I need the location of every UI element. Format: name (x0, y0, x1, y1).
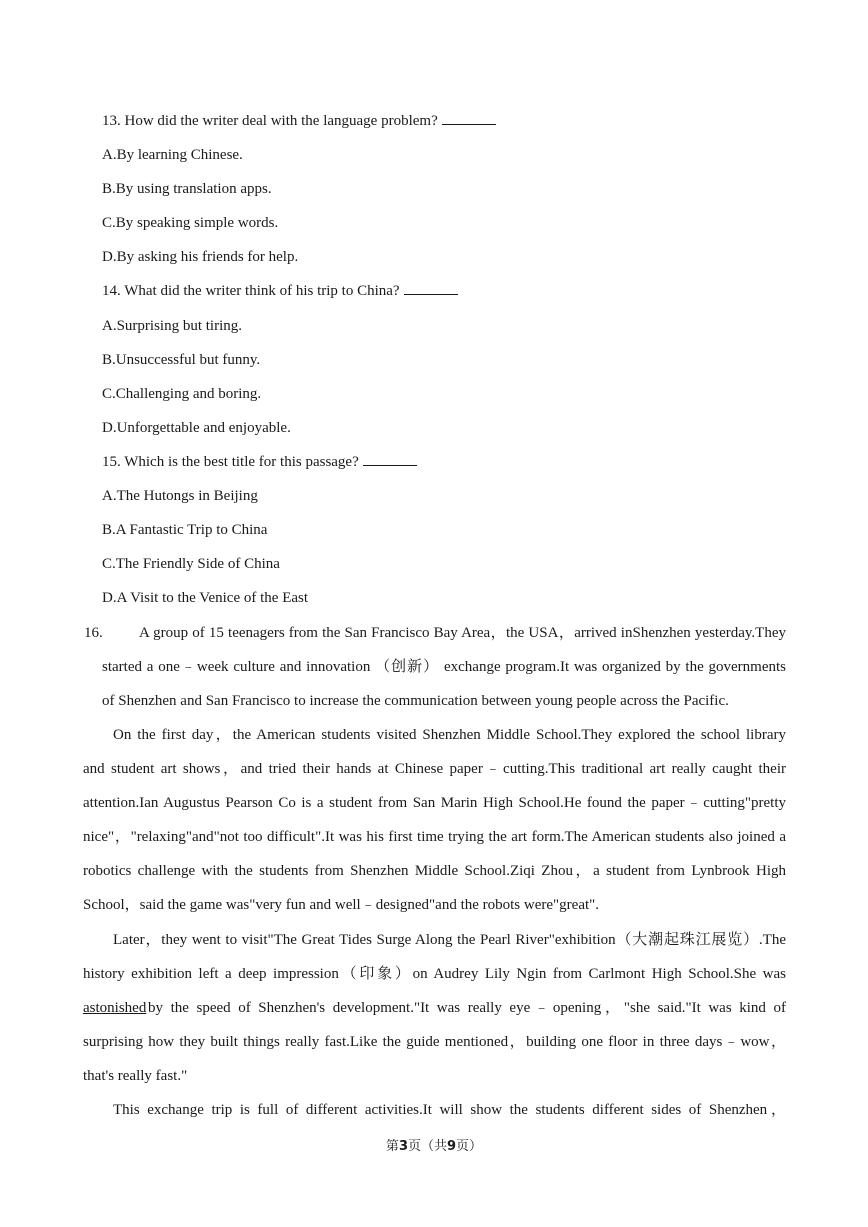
answer-blank (363, 453, 417, 466)
passage-line: School，said the game was"very fun and well﹣designed"and the robots were"great". (83, 897, 600, 913)
question-15-stem: 15. Which is the best title for this passage? (102, 453, 417, 471)
question-13-option-c: C.By speaking simple words. (102, 215, 279, 231)
footer-page-number: 3 (398, 1139, 408, 1154)
question-15-option-c: C.The Friendly Side of China (102, 556, 280, 572)
passage-line: On the first day，the American students visited Shenzhen Middle School.They explored the school library (113, 727, 786, 743)
footer-total-pages: 9 (447, 1139, 457, 1154)
question-14-stem: 14. What did the writer think of his trip to China? (102, 282, 458, 300)
passage-line: This exchange trip is full of different activities.It will show the students different sides of Shenzhen， (113, 1102, 786, 1118)
passage-16-number: 16. (84, 625, 103, 641)
passage-line: nice"，"relaxing"and"not too difficult".It was his first time trying the art form.The American students also joined a (83, 829, 786, 845)
question-14-option-a: A.Surprising but tiring. (102, 318, 243, 334)
passage-line: that's really fast." (83, 1068, 188, 1084)
passage-line: Later，they went to visit"The Great Tides Surge Along the Pearl River"exhibition（大潮起珠江展览）.The (113, 932, 786, 948)
passage-line: A group of 15 teenagers from the San Francisco Bay Area，the USA，arrived inShenzhen yesterday.They (139, 625, 786, 641)
question-14-option-d: D.Unforgettable and enjoyable. (102, 420, 291, 436)
passage-line: started a one﹣week culture and innovation （创新） exchange program.It was organized by the governments (102, 659, 786, 675)
passage-line: history exhibition left a deep impression（印象）on Audrey Lily Ngin from Carlmont High School.She was (83, 966, 786, 982)
question-13-option-a: A.By learning Chinese. (102, 147, 243, 163)
question-14-option-c: C.Challenging and boring. (102, 386, 262, 402)
answer-blank (442, 112, 496, 125)
question-13-stem: 13. How did the writer deal with the language problem? (102, 112, 496, 130)
answer-blank (404, 282, 458, 295)
footer-suffix: 页） (456, 1139, 483, 1154)
passage-line: by the speed of Shenzhen's development."It was really eye﹣opening，"she said."It was kind of (148, 1000, 786, 1016)
passage-line: robotics challenge with the students from Shenzhen Middle School.Ziqi Zhou，a student from Lynbrook High (83, 863, 786, 879)
page-footer (0, 1139, 868, 1155)
question-14-option-b: B.Unsuccessful but funny. (102, 352, 261, 368)
question-15-option-b: B.A Fantastic Trip to China (102, 522, 268, 538)
question-15-option-d: D.A Visit to the Venice of the East (102, 590, 309, 606)
question-13-option-b: B.By using translation apps. (102, 181, 272, 197)
underlined-word-astonished: astonished (83, 1000, 147, 1016)
footer-prefix: 第 (385, 1139, 399, 1154)
footer-middle: 页（共 (407, 1139, 447, 1154)
passage-line: of Shenzhen and San Francisco to increase the communication between young people across the Pacific. (102, 693, 729, 709)
passage-line: and student art shows，and tried their hands at Chinese paper﹣cutting.This traditional art really caught their (83, 761, 786, 777)
question-15-option-a: A.The Hutongs in Beijing (102, 488, 258, 504)
passage-line: attention.Ian Augustus Pearson Co is a student from San Marin High School.He found the paper﹣cutting"pretty (83, 795, 786, 811)
question-13-option-d: D.By asking his friends for help. (102, 249, 299, 265)
passage-line: surprising how they built things really fast.Like the guide mentioned，building one floor in three days﹣wow， (83, 1034, 786, 1050)
